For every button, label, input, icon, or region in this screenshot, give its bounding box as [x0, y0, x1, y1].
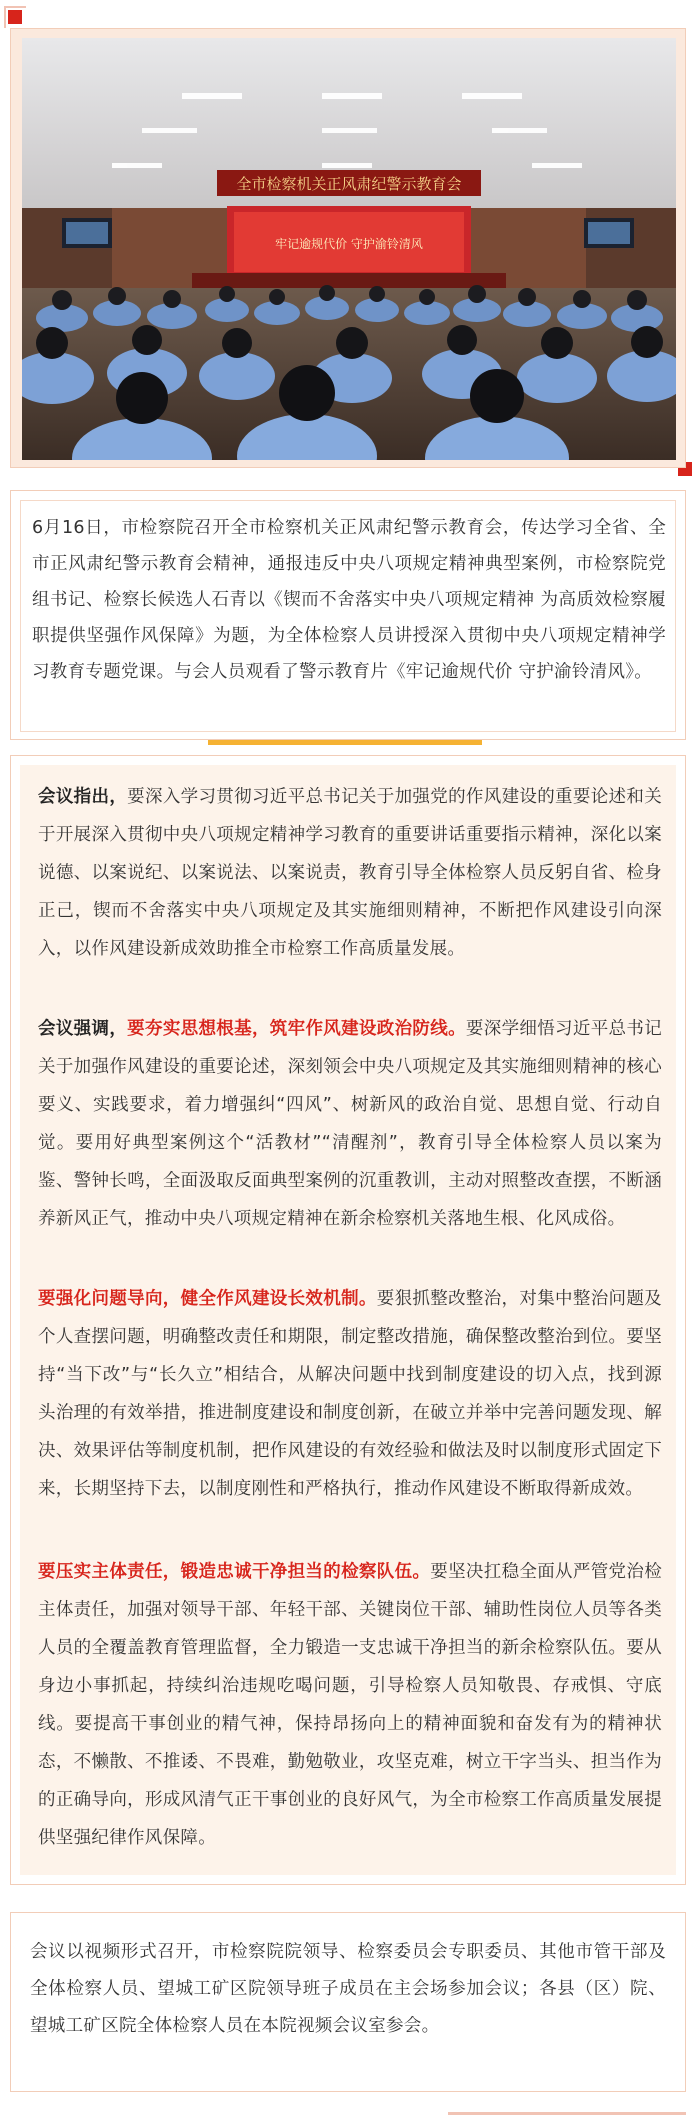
paragraph-problem-oriented [38, 1280, 662, 1508]
meeting-photo [22, 38, 676, 460]
intro-top-right-corner-mark [678, 482, 688, 492]
paragraph-meeting-pointed-out [38, 778, 662, 968]
highlight-heading: 要压实主体责任，锻造忠诚干净担当的检察队伍。 [38, 1562, 431, 1582]
paragraph-main-responsibility [38, 1553, 662, 1857]
highlight-heading: 要夯实思想根基，筑牢作风建设政治防线。 [127, 1019, 466, 1039]
screen-text: 牢记逾规代价 守护渝铃清风 [275, 237, 423, 251]
left-deco-line [4, 6, 6, 28]
top-left-corner-mark [8, 10, 22, 24]
bottom-deco-bar [448, 2112, 686, 2115]
intro-paragraph: 6月16日，市检察院召开全市检察机关正风肃纪警示教育会，传达学习全省、全市正风肃纪警示教育会精神，通报违反中央八项规定精神典型案例，市检察院党组书记、检察长候选人石青以《锲而不舍落实中央八项规定精神 为高质效检察履职提供坚强作风保障》为题，为全体检察人员讲授深入贯彻中央八项规定精神学习教育专题党课。与会人员观看了警示教育片《牢记逾规代价 守护渝铃清风》。 [32, 518, 666, 682]
gold-accent-bar [208, 740, 482, 745]
closing-paragraph: 会议以视频形式召开，市检察院院领导、检察委员会专职委员、其他市管干部及全体检察人员、望城工矿区院领导班子成员在主会场参加会议；各县（区）院、望城工矿区院全体检察人员在本院视频会议室参会。 [30, 1942, 666, 2036]
top-deco-line [4, 6, 26, 8]
lead-text: 会议指出， [38, 787, 128, 807]
body-text: 要坚决扛稳全面从严管党治检主体责任，加强对领导干部、年轻干部、关键岗位干部、辅助性岗位人员等各类人员的全覆盖教育管理监督，全力锻造一支忠诚干净担当的新余检察队伍。要从身边小事抓起，持续纠治违规吃喝问题，引导检察人员知敬畏、存戒惧、守底线。要提高干事创业的精气神，保持昂扬向上的精神面貌和奋发有为的精神状态，不懒散、不推诿、不畏难，勤勉敬业，攻坚克难，树立干字当头、担当作为的正确导向，形成风清气正干事创业的良好风气，为全市检察工作高质量发展提供坚强纪律作风保障。 [38, 1562, 662, 1848]
highlight-heading: 要强化问题导向，健全作风建设长效机制。 [38, 1289, 377, 1309]
body-text: 要深学细悟习近平总书记关于加强作风建设的重要论述，深刻领会中央八项规定及其实施细则精神的核心要义、实践要求，着力增强纠“四风”、树新风的政治自觉、思想自觉、行动自觉。要用好典型案例这个“活教材”“清醒剂”，教育引导全体检察人员以案为鉴、警钟长鸣，全面汲取反面典型案例的沉重教训，主动对照整改查摆，不断涵养新风正气，推动中央八项规定精神在新余检察机关落地生根、化风成俗。 [38, 1019, 662, 1229]
body-text: 要狠抓整改整治，对集中整治问题及个人查摆问题，明确整改责任和期限，制定整改措施，确保整改整治到位。要坚持“当下改”与“长久立”相结合，从解决问题中找到制度建设的切入点，找到源头治理的有效举措，推进制度建设和制度创新，在破立并举中完善问题发现、解决、效果评估等制度机制，把作风建设的有效经验和做法及时以制度形式固定下来，长期坚持下去，以制度刚性和严格执行，推动作风建设不断取得新成效。 [38, 1289, 662, 1499]
lead-text: 会议强调， [38, 1019, 128, 1039]
paragraph-meeting-emphasized [38, 1010, 662, 1238]
body-text: 要深入学习贯彻习近平总书记关于加强党的作风建设的重要论述和关于开展深入贯彻中央八项规定精神学习教育的重要讲话重要指示精神，深化以案说德、以案说纪、以案说法、以案说责，教育引导全体检察人员反躬自省、检身正己，锲而不舍落实中央八项规定及其实施细则精神，不断把作风建设引向深入，以作风建设新成效助推全市检察工作高质量发展。 [38, 787, 663, 959]
banner-text: 全市检察机关正风肃纪警示教育会 [236, 175, 462, 193]
